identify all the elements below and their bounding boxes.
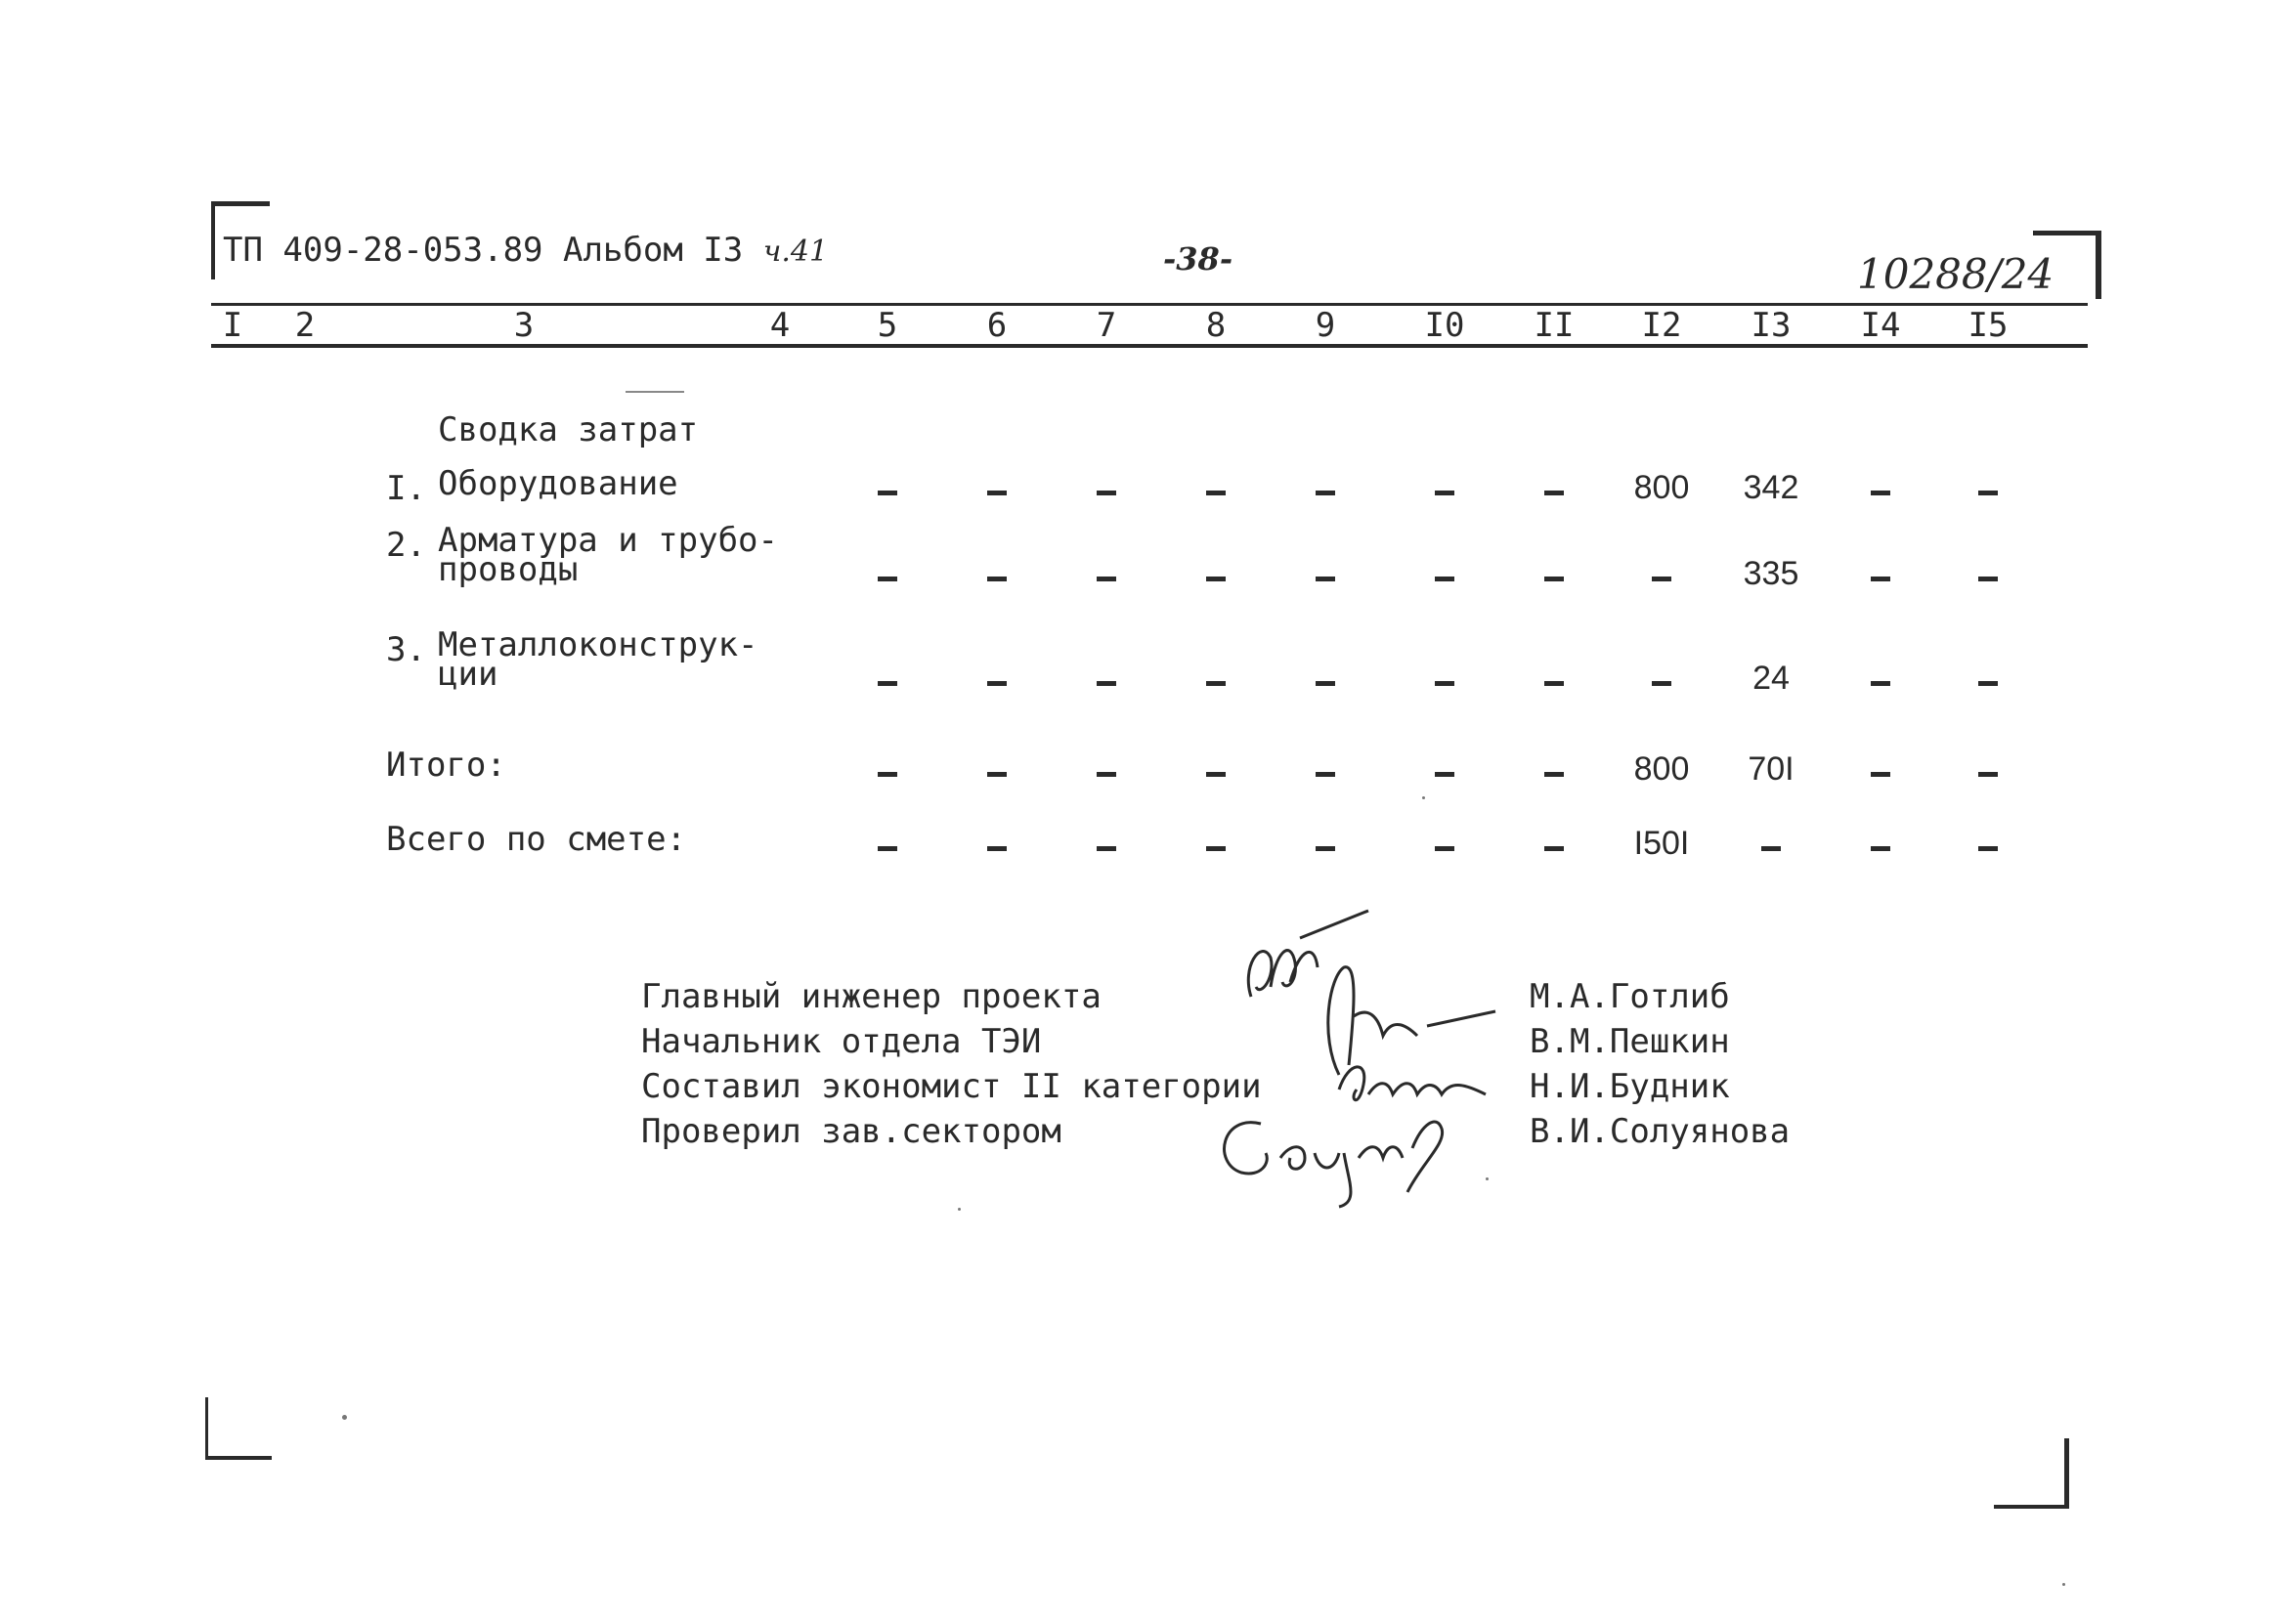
table-cell-dash — [1978, 772, 1998, 777]
signatory-name: В.М.Пешкин — [1530, 1022, 1730, 1061]
table-cell-dash — [1097, 491, 1116, 495]
scan-speck — [958, 1208, 961, 1211]
row-label: проводы — [438, 550, 579, 589]
column-number: I5 — [1968, 306, 2009, 345]
table-cell-dash — [1544, 846, 1564, 851]
column-number: I3 — [1751, 306, 1792, 345]
row-label: Всего по смете: — [386, 820, 687, 859]
table-cell-dash — [1206, 577, 1226, 581]
table-cell-dash — [1206, 491, 1226, 495]
table-cell-dash — [1435, 772, 1454, 777]
table-cell-dash — [1097, 577, 1116, 581]
corner-mark-top-left-h — [211, 201, 270, 206]
table-cell-dash — [1978, 491, 1998, 495]
table-cell-dash — [878, 772, 897, 777]
doc-ref-text: ТП 409-28-053.89 Альбом I3 — [223, 231, 744, 270]
corner-mark-top-left — [211, 201, 215, 279]
corner-mark-top-right-h — [2033, 231, 2101, 235]
column-number: 5 — [877, 306, 898, 345]
table-cell-dash — [1761, 846, 1781, 851]
scan-speck — [2062, 1583, 2065, 1586]
table-cell-dash — [1978, 577, 1998, 581]
table-cell-dash — [987, 577, 1007, 581]
table-cell-value: 800 — [1633, 469, 1690, 506]
table-cell-dash — [1316, 772, 1335, 777]
table-cell-dash — [1978, 681, 1998, 686]
signatory-role: Начальник отдела ТЭИ — [641, 1022, 1042, 1061]
corner-mark-top-right — [2096, 231, 2101, 299]
table-cell-dash — [878, 491, 897, 495]
table-cell-value: I50I — [1633, 825, 1690, 862]
section-title: Сводка затрат — [438, 410, 699, 449]
corner-mark-bottom-right — [2064, 1438, 2069, 1509]
table-cell-dash — [1316, 491, 1335, 495]
table-cell-dash — [1871, 846, 1890, 851]
signature-soluyanova — [1212, 1104, 1486, 1212]
row-label: Металлоконструк- — [438, 625, 758, 664]
column-number: I0 — [1424, 306, 1465, 345]
column-number: I4 — [1860, 306, 1901, 345]
table-cell-dash — [1871, 681, 1890, 686]
corner-mark-bottom-left-h — [205, 1456, 272, 1460]
archive-stamp-number: 10288/24 — [1857, 250, 2054, 298]
table-cell-dash — [878, 846, 897, 851]
table-cell-value: 70I — [1748, 750, 1795, 788]
table-cell-dash — [1652, 577, 1671, 581]
table-cell-dash — [1316, 577, 1335, 581]
column-number: I2 — [1641, 306, 1682, 345]
table-cell-dash — [1978, 846, 1998, 851]
row-number: I. — [386, 469, 426, 508]
table-cell-dash — [987, 491, 1007, 495]
column-number: 6 — [986, 306, 1008, 345]
row-label: Итого: — [386, 746, 506, 785]
table-cell-dash — [1871, 772, 1890, 777]
column-number: 3 — [513, 306, 535, 345]
scan-speck — [1422, 796, 1425, 799]
table-cell-dash — [987, 681, 1007, 686]
signatory-role: Главный инженер проекта — [641, 977, 1102, 1016]
table-cell-dash — [1544, 772, 1564, 777]
table-cell-value: 335 — [1743, 555, 1799, 592]
column-number: II — [1534, 306, 1575, 345]
signatory-role: Составил экономист II категории — [641, 1067, 1262, 1106]
table-cell-dash — [1435, 577, 1454, 581]
table-cell-dash — [1871, 491, 1890, 495]
table-cell-value: 342 — [1743, 469, 1799, 506]
table-cell-dash — [1206, 846, 1226, 851]
table-cell-value: 800 — [1633, 750, 1690, 788]
column-number: 4 — [769, 306, 791, 345]
column-number: 7 — [1096, 306, 1117, 345]
corner-mark-bottom-right-h — [1994, 1505, 2068, 1509]
table-cell-dash — [1544, 577, 1564, 581]
signatory-name: В.И.Солуянова — [1530, 1112, 1791, 1151]
table-cell-dash — [1097, 846, 1116, 851]
table-cell-dash — [878, 681, 897, 686]
title-overline — [626, 391, 684, 393]
table-cell-dash — [1097, 681, 1116, 686]
row-label: Арматура и трубо- — [438, 521, 778, 560]
scan-speck — [1486, 1177, 1489, 1180]
column-number: 9 — [1315, 306, 1336, 345]
signatory-name: М.А.Готлиб — [1530, 977, 1730, 1016]
table-cell-dash — [878, 577, 897, 581]
corner-mark-bottom-left — [205, 1397, 208, 1460]
row-label: Оборудование — [438, 464, 678, 503]
row-number: 3. — [386, 630, 426, 669]
table-cell-dash — [1097, 772, 1116, 777]
header-rule-bottom — [211, 344, 2088, 348]
table-cell-dash — [987, 846, 1007, 851]
document-reference — [223, 231, 828, 270]
table-cell-dash — [1544, 681, 1564, 686]
row-label: ции — [438, 655, 498, 694]
row-number: 2. — [386, 526, 426, 565]
table-cell-value: 24 — [1752, 660, 1790, 697]
page-number: -38- — [1163, 240, 1233, 278]
scan-speck — [342, 1415, 347, 1420]
table-cell-dash — [1435, 846, 1454, 851]
column-number: 2 — [294, 306, 316, 345]
table-cell-dash — [1316, 681, 1335, 686]
table-cell-dash — [1316, 846, 1335, 851]
table-cell-dash — [1435, 491, 1454, 495]
column-number: I — [222, 306, 243, 345]
table-cell-dash — [1206, 681, 1226, 686]
signatory-name: Н.И.Будник — [1530, 1067, 1730, 1106]
part-note: ч.41 — [762, 235, 829, 269]
table-cell-dash — [1652, 681, 1671, 686]
table-cell-dash — [1435, 681, 1454, 686]
table-cell-dash — [1544, 491, 1564, 495]
table-cell-dash — [1871, 577, 1890, 581]
signatory-role: Проверил зав.сектором — [641, 1112, 1061, 1151]
column-number: 8 — [1205, 306, 1227, 345]
table-cell-dash — [1206, 772, 1226, 777]
header-rule-top — [211, 303, 2088, 306]
table-cell-dash — [987, 772, 1007, 777]
